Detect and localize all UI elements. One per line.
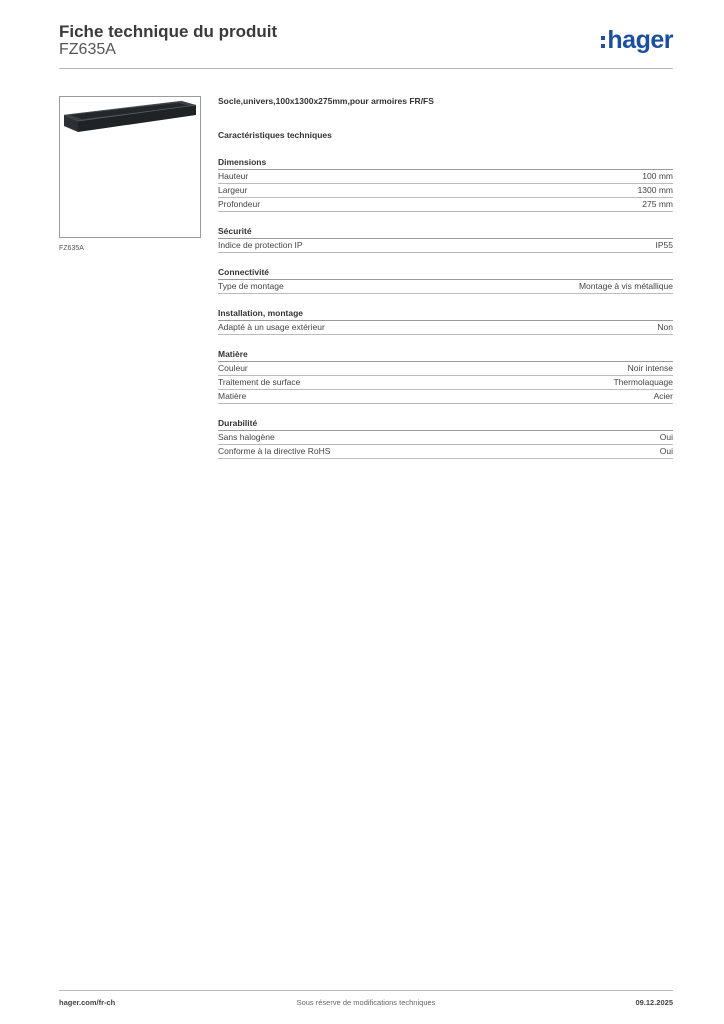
- spec-label: Traitement de surface: [218, 377, 301, 387]
- spec-group: [218, 418, 673, 459]
- page-footer: [59, 998, 673, 1010]
- logo-dots-icon: [601, 36, 605, 48]
- spec-label: Profondeur: [218, 199, 261, 209]
- spec-group: [218, 267, 673, 294]
- spec-group-title: Sécurité: [218, 226, 673, 239]
- spec-group: [218, 349, 673, 404]
- footer-website-link[interactable]: hager.com/fr-ch: [59, 998, 116, 1007]
- spec-label: Largeur: [218, 185, 248, 195]
- spec-row: [218, 390, 673, 404]
- spec-row: [218, 280, 673, 294]
- spec-value: Oui: [659, 446, 673, 456]
- spec-label: Conforme à la directive RoHS: [218, 446, 331, 456]
- spec-label: Hauteur: [218, 171, 249, 181]
- spec-group: [218, 308, 673, 335]
- footer-date: 09.12.2025: [635, 998, 673, 1007]
- spec-group-title: Dimensions: [218, 157, 673, 170]
- spec-row: [218, 170, 673, 184]
- spec-value: Non: [657, 322, 673, 332]
- spec-value: 275 mm: [642, 199, 673, 209]
- spec-groups: [218, 157, 673, 459]
- document-title: Fiche technique du produit: [59, 22, 278, 41]
- spec-value: IP55: [655, 240, 673, 250]
- plinth-base-image: [60, 97, 200, 237]
- spec-value: Oui: [659, 432, 673, 442]
- spec-label: Adapté à un usage extérieur: [218, 322, 325, 332]
- spec-value: Acier: [653, 391, 673, 401]
- product-image: [59, 96, 201, 238]
- spec-group-title: Connectivité: [218, 267, 673, 280]
- page-header: [59, 20, 673, 70]
- image-caption: FZ635A: [59, 245, 84, 252]
- spec-label: Type de montage: [218, 281, 284, 291]
- header-divider: [59, 68, 673, 69]
- spec-row: [218, 321, 673, 335]
- spec-value: 100 mm: [642, 171, 673, 181]
- spec-row: [218, 184, 673, 198]
- spec-row: [218, 198, 673, 212]
- spec-row: [218, 376, 673, 390]
- footer-divider: [59, 990, 673, 991]
- spec-value: Noir intense: [627, 363, 673, 373]
- spec-row: [218, 445, 673, 459]
- technical-heading: Caractéristiques techniques: [218, 130, 332, 140]
- spec-group-title: Installation, montage: [218, 308, 673, 321]
- spec-value: Thermolaquage: [613, 377, 673, 387]
- spec-label: Matière: [218, 391, 247, 401]
- spec-value: Montage à vis métallique: [578, 281, 673, 291]
- spec-row: [218, 239, 673, 253]
- logo-text: hager: [607, 25, 673, 54]
- footer-notice: Sous réserve de modifications techniques: [296, 998, 436, 1007]
- spec-label: Couleur: [218, 363, 248, 373]
- spec-group-title: Durabilité: [218, 418, 673, 431]
- spec-content: [218, 96, 673, 459]
- spec-row: [218, 431, 673, 445]
- product-reference: FZ635A: [59, 41, 116, 58]
- hager-logo[interactable]: [601, 25, 673, 55]
- spec-value: 1300 mm: [637, 185, 673, 195]
- spec-label: Sans halogène: [218, 432, 275, 442]
- spec-label: Indice de protection IP: [218, 240, 303, 250]
- spec-row: [218, 362, 673, 376]
- product-description: Socle,univers,100x1300x275mm,pour armoires FR/FS: [218, 96, 434, 106]
- spec-group: [218, 226, 673, 253]
- spec-group-title: Matière: [218, 349, 673, 362]
- spec-group: [218, 157, 673, 212]
